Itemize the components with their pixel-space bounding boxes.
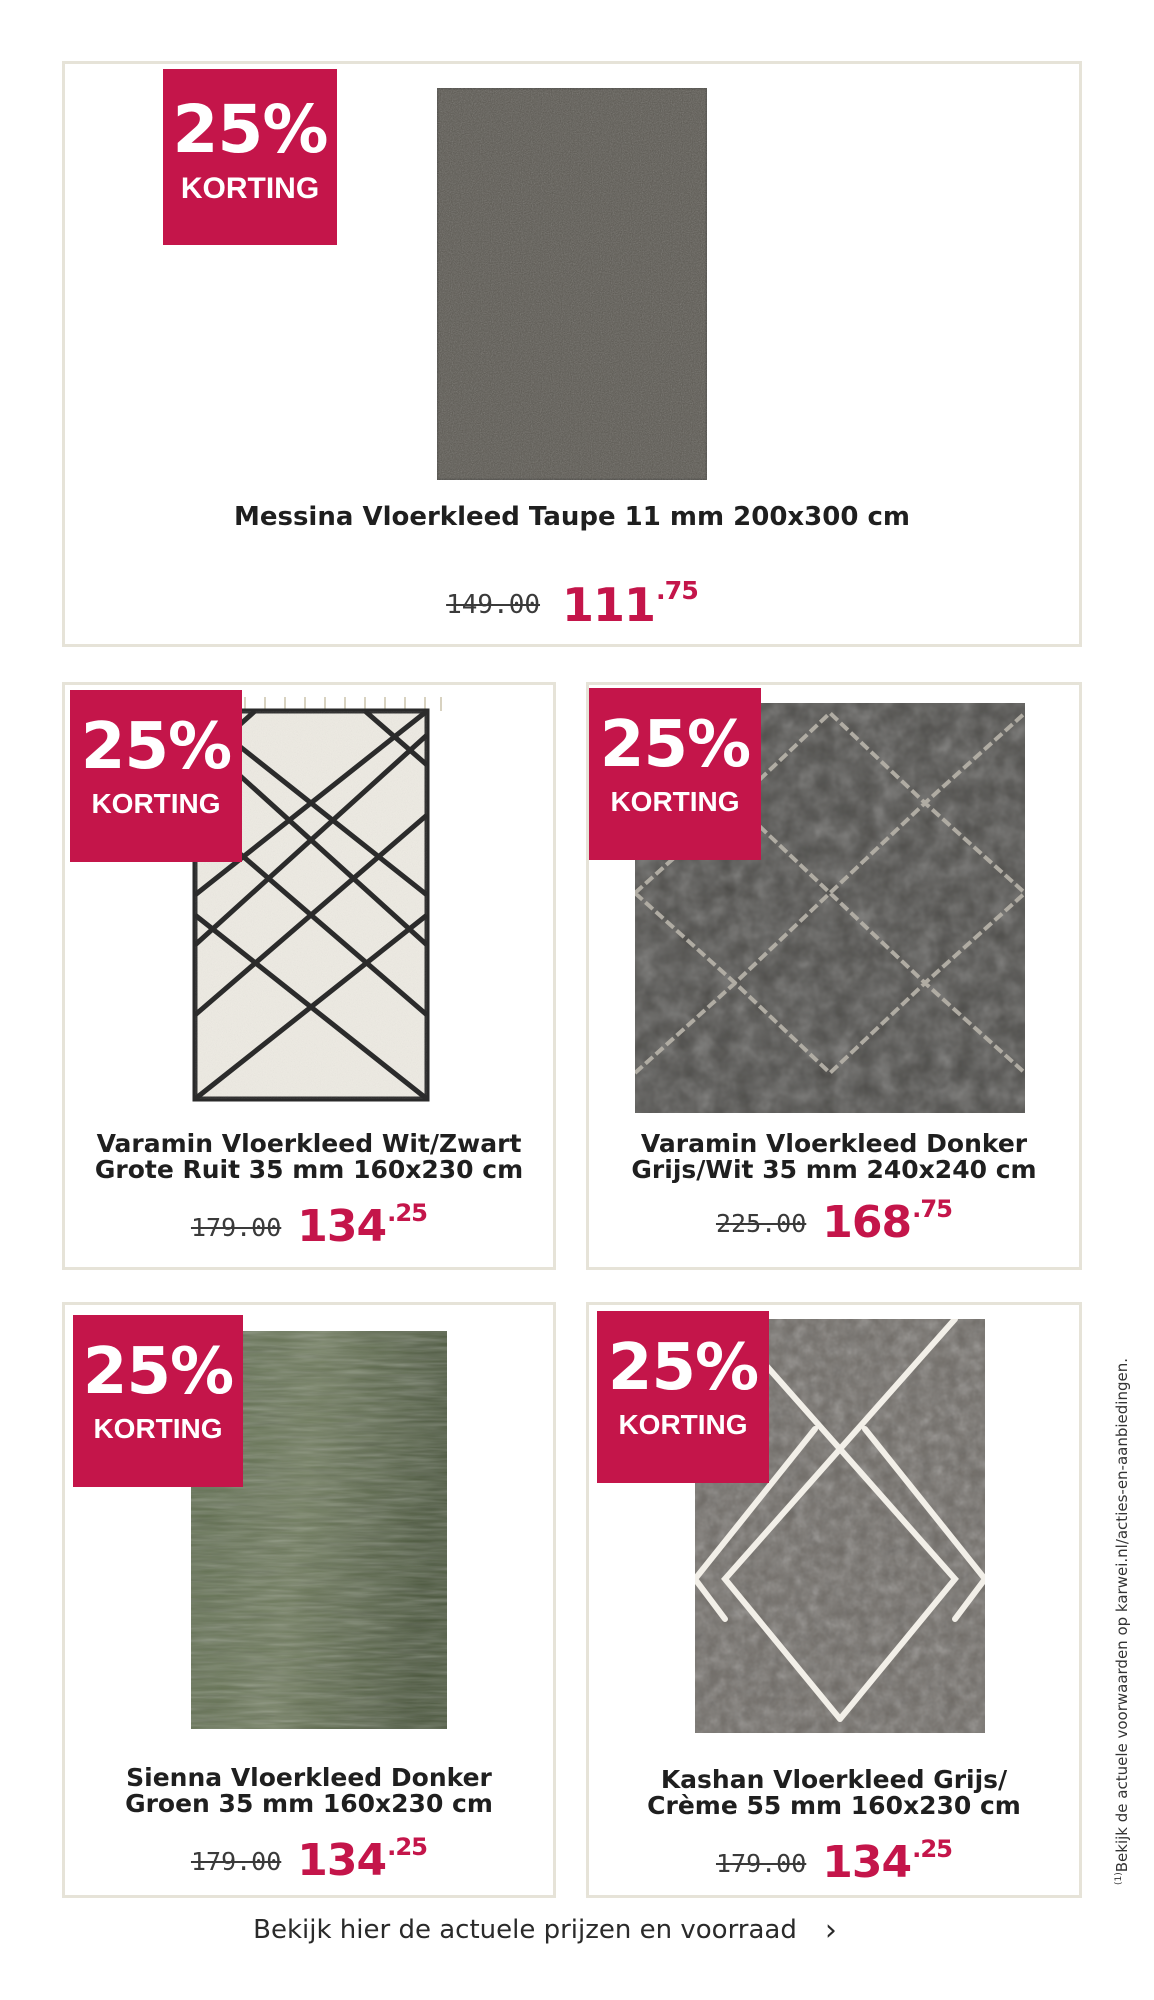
- new-price: $134^{.25}$: [297, 1833, 428, 1886]
- discount-badge: [597, 1311, 769, 1483]
- title-line: Messina Vloerkleed Taupe 11 mm 200x300 cm: [233, 502, 911, 532]
- new-price-main: 134: [297, 1835, 387, 1886]
- new-price-cents: 75: [664, 576, 698, 605]
- new-price: $134^{.25}$: [297, 1199, 428, 1252]
- product-title[interactable]: [65, 504, 1079, 531]
- product-card-varamin-wit-zwart[interactable]: [62, 682, 556, 1270]
- product-title[interactable]: [589, 1767, 1079, 1820]
- old-price: 179.00: [190, 1213, 282, 1242]
- product-card-varamin-donker-grijs[interactable]: [586, 682, 1082, 1270]
- discount-percent: 25%: [80, 710, 232, 784]
- discount-percent: 25%: [607, 1331, 759, 1405]
- price-row: [589, 1197, 1079, 1248]
- discount-badge: [73, 1315, 243, 1487]
- new-price: $168^{.75}$: [822, 1195, 953, 1248]
- product-title[interactable]: [589, 1131, 1079, 1184]
- new-price-main: 111: [562, 578, 656, 632]
- new-price: $134^{.25}$: [822, 1835, 953, 1888]
- product-card-messina[interactable]: [62, 61, 1082, 647]
- price-row: [65, 1201, 553, 1252]
- chevron-right-icon: ›: [824, 1912, 837, 1948]
- discount-percent: 25%: [599, 708, 751, 782]
- title-line: Sienna Vloerkleed Donker: [126, 1763, 492, 1792]
- footnote-marker: (1): [1114, 1872, 1124, 1885]
- product-title[interactable]: [65, 1131, 553, 1184]
- new-price-main: 168: [822, 1197, 912, 1248]
- discount-badge: [70, 690, 242, 862]
- discount-label: KORTING: [91, 788, 221, 819]
- discount-percent: 25%: [172, 91, 328, 168]
- terms-note-text: Bekijk de actuele voorwaarden op karwei.nl/acties-en-aanbiedingen.: [1113, 1358, 1131, 1873]
- discount-percent: 25%: [82, 1335, 234, 1409]
- product-title[interactable]: [65, 1765, 553, 1818]
- title-line: Grote Ruit 35 mm 160x230 cm: [94, 1155, 524, 1185]
- price-row: [589, 1837, 1079, 1888]
- discount-label: KORTING: [180, 172, 320, 205]
- new-price-main: 134: [822, 1837, 912, 1888]
- discount-badge: [589, 688, 761, 860]
- product-card-kashan[interactable]: [586, 1302, 1082, 1898]
- old-price: 149.00: [446, 590, 541, 620]
- product-card-sienna[interactable]: [62, 1302, 556, 1898]
- discount-label: KORTING: [610, 786, 740, 817]
- new-price-main: 134: [297, 1201, 387, 1252]
- discount-label: KORTING: [93, 1413, 223, 1444]
- discount-badge: [163, 69, 337, 245]
- title-line: Varamin Vloerkleed Wit/Zwart: [96, 1129, 522, 1158]
- title-line: Varamin Vloerkleed Donker: [640, 1129, 1028, 1158]
- title-line: Groen 35 mm 160x230 cm: [125, 1789, 493, 1819]
- product-image: [437, 88, 707, 480]
- prices-stock-link[interactable]: [0, 1910, 1090, 1950]
- new-price-cents: 25: [920, 1835, 953, 1863]
- new-price-cents: 25: [395, 1199, 428, 1227]
- title-line: Kashan Vloerkleed Grijs/: [660, 1765, 1008, 1794]
- title-line: Grijs/Wit 35 mm 240x240 cm: [631, 1155, 1037, 1185]
- new-price: $111^{.75}$: [562, 576, 698, 632]
- footer-link-text: Bekijk hier de actuele prijzen en voorraad: [253, 1915, 797, 1945]
- discount-label: KORTING: [618, 1409, 748, 1440]
- new-price-cents: 25: [395, 1833, 428, 1861]
- price-row: [65, 578, 1079, 632]
- title-line: Crème 55 mm 160x230 cm: [647, 1791, 1021, 1821]
- old-price: 179.00: [715, 1849, 807, 1878]
- terms-note: [1113, 1315, 1131, 1885]
- price-row: [65, 1835, 553, 1886]
- old-price: 225.00: [715, 1209, 807, 1238]
- old-price: 179.00: [190, 1847, 282, 1876]
- new-price-cents: 75: [920, 1195, 953, 1223]
